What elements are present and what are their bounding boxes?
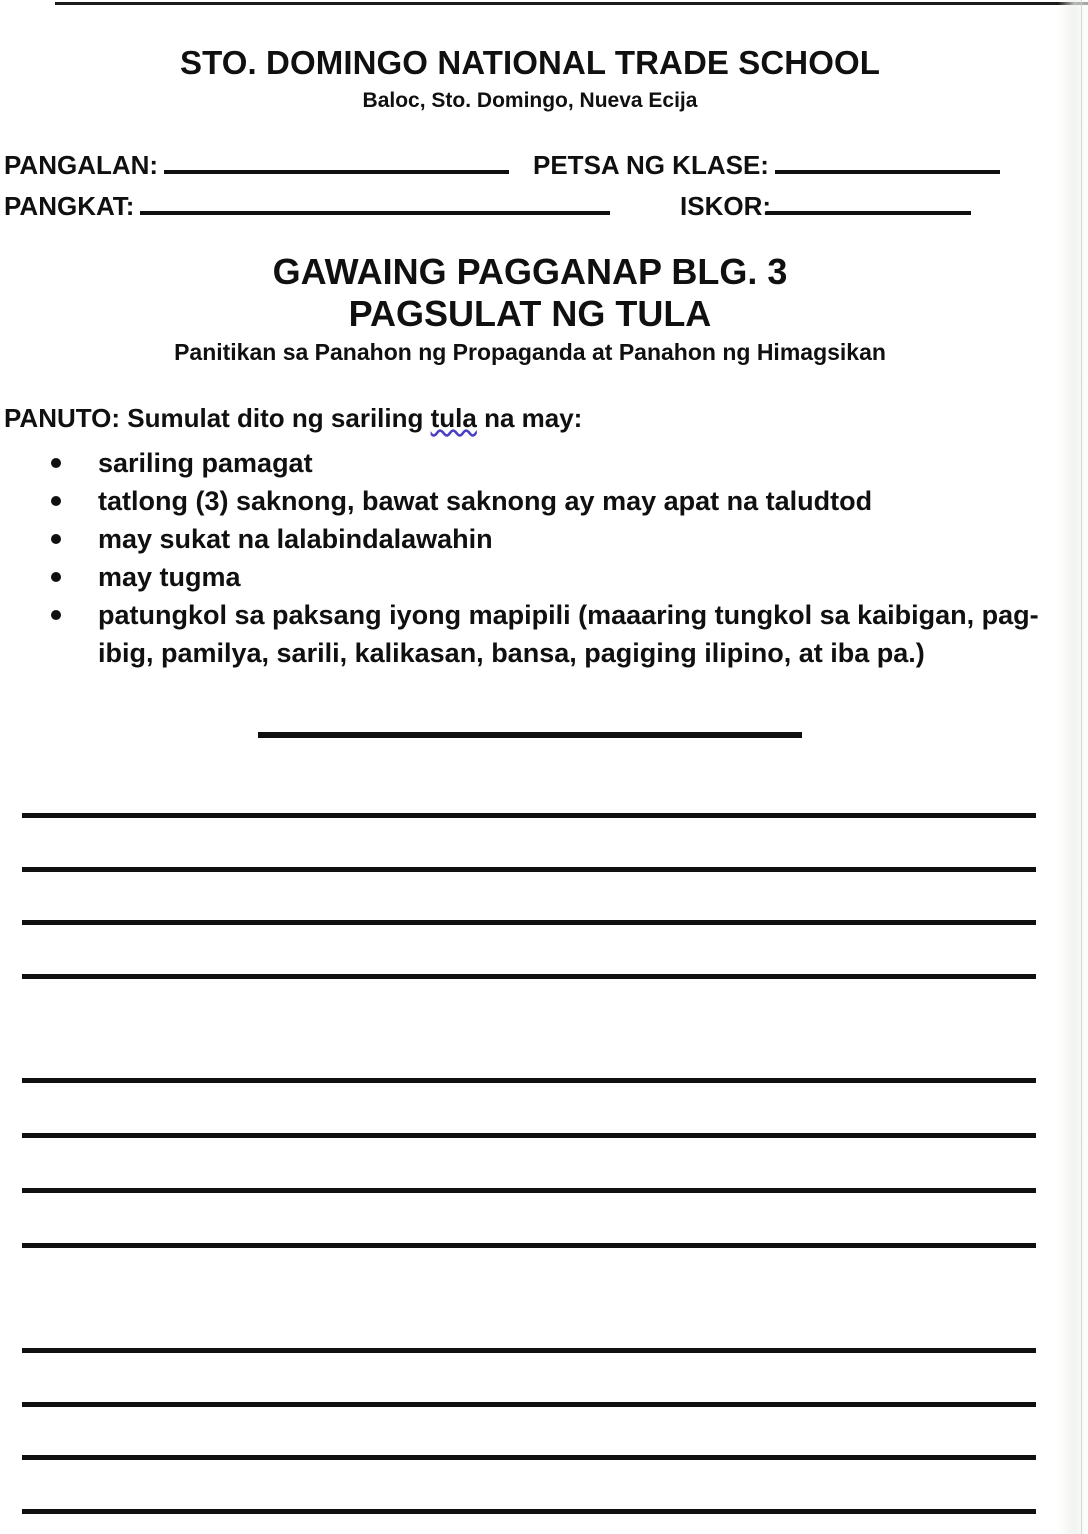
scan-edge-line <box>1081 0 1082 1534</box>
field-pangkat-label: PANGKAT: <box>4 191 135 221</box>
writing-line[interactable] <box>22 813 1036 818</box>
field-pangalan-label: PANGALAN: <box>4 150 159 180</box>
writing-line[interactable] <box>22 974 1036 979</box>
writing-line[interactable] <box>22 1188 1036 1193</box>
field-pangalan <box>4 152 509 178</box>
writing-line[interactable] <box>22 1078 1036 1083</box>
field-iskor <box>680 193 971 219</box>
list-item-label: sariling pamagat <box>98 448 313 478</box>
field-petsa-ng-klase-label: PETSA NG KLASE: <box>533 150 769 180</box>
field-iskor-label: ISKOR: <box>680 191 771 221</box>
panuto-instruction <box>4 403 582 434</box>
writing-line[interactable] <box>22 1402 1036 1407</box>
bullet-dot-icon <box>51 610 61 620</box>
list-item-label: may tugma <box>98 562 241 592</box>
poem-title-line[interactable] <box>258 732 802 738</box>
list-item <box>0 558 1070 596</box>
bullet-dot-icon <box>51 496 61 506</box>
list-item-label: may sukat na lalabindalawahin <box>98 524 493 554</box>
field-iskor-input[interactable] <box>766 211 971 215</box>
field-pangkat <box>4 193 610 219</box>
list-item <box>0 520 1070 558</box>
activity-title <box>0 251 1060 336</box>
activity-subtitle: Panitikan sa Panahon ng Propaganda at Panahon ng Himagsikan <box>174 339 886 365</box>
list-item-label: tatlong (3) saknong, bawat saknong ay may apat na taludtod <box>98 486 873 516</box>
writing-line[interactable] <box>22 1243 1036 1248</box>
field-petsa-ng-klase <box>533 152 1000 178</box>
bullet-dot-icon <box>51 534 61 544</box>
bullet-dot-icon <box>51 572 61 582</box>
panuto-prefix: PANUTO: Sumulat dito ng sariling <box>4 403 431 433</box>
writing-line[interactable] <box>22 1348 1036 1353</box>
writing-line[interactable] <box>22 867 1036 872</box>
scan-edge-shading <box>1058 0 1088 1534</box>
list-item <box>0 596 1070 672</box>
writing-line[interactable] <box>22 1509 1036 1514</box>
field-pangkat-input[interactable] <box>140 211 610 215</box>
list-item-label: patungkol sa paksang iyong mapipili (maaaring tungkol sa kaibigan, pag-ibig, pamilya, sarili, kalikasan, bansa, pagiging ilipino, at iba pa.) <box>98 600 1039 668</box>
writing-line[interactable] <box>22 920 1036 925</box>
writing-line[interactable] <box>22 1455 1036 1460</box>
writing-line[interactable] <box>22 1133 1036 1138</box>
panuto-suffix: na may: <box>476 403 583 433</box>
requirements-list <box>0 444 1070 672</box>
list-item <box>0 444 1070 482</box>
activity-title-line-1: GAWAING PAGGANAP BLG. 3 <box>272 251 788 292</box>
scan-top-border <box>55 2 1088 5</box>
school-address: Baloc, Sto. Domingo, Nueva Ecija <box>362 89 698 112</box>
field-pangalan-input[interactable] <box>164 170 509 174</box>
bullet-dot-icon <box>51 458 61 468</box>
field-petsa-ng-klase-input[interactable] <box>775 170 1000 174</box>
activity-title-line-2: PAGSULAT NG TULA <box>348 293 712 335</box>
list-item <box>0 482 1070 520</box>
school-name: STO. DOMINGO NATIONAL TRADE SCHOOL <box>179 44 881 81</box>
spellcheck-flagged-word: tula <box>430 403 477 433</box>
